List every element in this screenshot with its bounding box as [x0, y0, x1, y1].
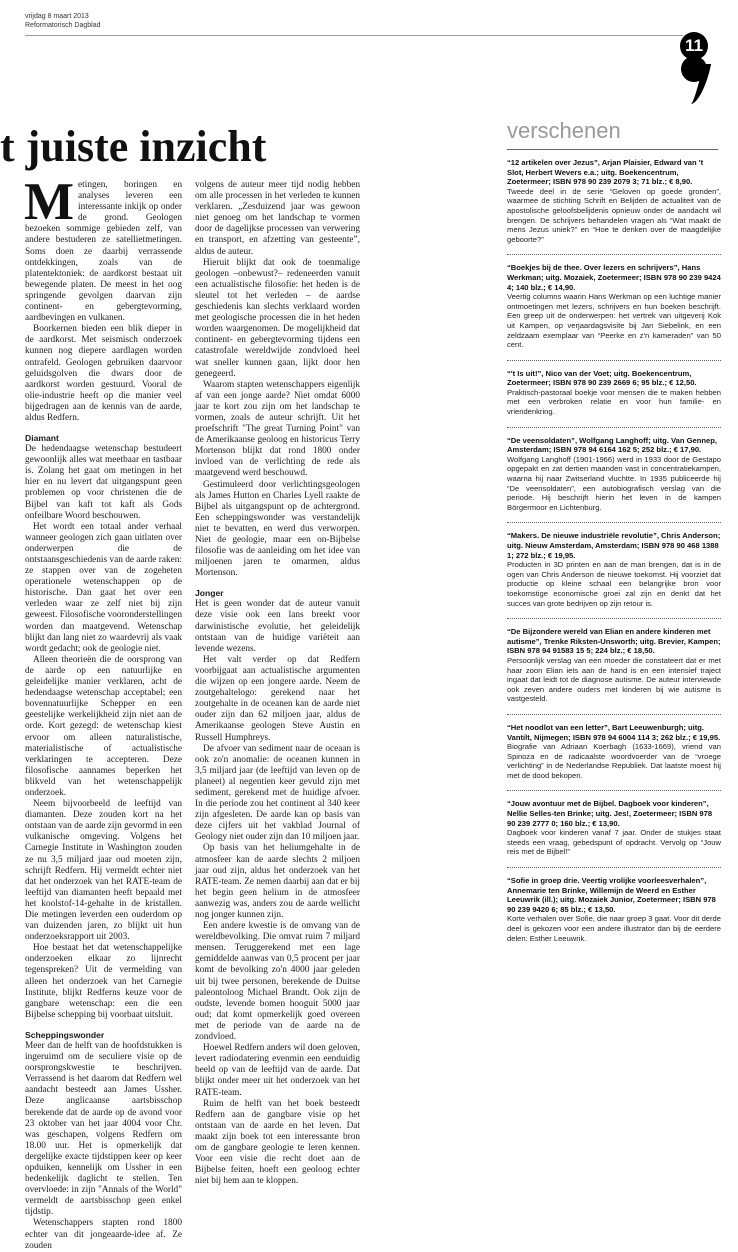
book-entry — [507, 723, 721, 781]
article-column-2 — [195, 180, 360, 1187]
book-description: Veertig columns waarin Hans Werkman op een luchtige manier ontmoetingen met lezers, schrijvers en hun boeken beschrijft. Een greep uit de onderwerpen: het vertrek van uitgeverij Kok uit Kampen, op verjaardagsvisite bij Jan Siebelink, en een zeldzaam exemplaar van “Peerke en z'n kameraden” van 50 cent. — [507, 292, 721, 350]
drop-cap: M — [24, 173, 75, 231]
book-description: Persoonlijk verslag van een moeder die constateert dat er met haar zoon Elian iets aan de hand is en een intensief traject ingaat dat leidt tot de diagnose autisme. De auteur interviewde ook zeven andere ouders met kinderen bij wie autisme is vastgesteld. — [507, 655, 721, 704]
subheading-diamant: Diamant — [25, 433, 59, 444]
book-entry — [507, 263, 721, 349]
article-paragraph: Neem bijvoorbeeld de leeftijd van diamanten. Deze zouden kort na het ontstaan van de aarde zijn gevormd in een vulkanische omgeving. Volgens het Carnegie Institute in Washington zouden ze nu 3,5 miljard jaar oud moeten zijn, schrijft Redfern. Hij vermeldt echter niet dat het onderzoek van het RATE-team de leeftijd van diamanten heeft bepaald met het koolstof-14-gehalte in de kristallen. Die metingen leverden een ouderdom op van duizenden jaren, zo blijkt uit hun onderzoeksrapport uit 2003. — [25, 799, 182, 943]
article-paragraph: Meer dan de helft van de hoofdstukken is ingeruimd om de seculiere visie op de oorsprongskwestie te beschrijven. Verrassend is het daarom dat Redfern wel aandacht besteedt aan James Ussher. Deze anglicaanse aartsbisschop berekende dat de aarde op de avond voor 23 oktober van het jaar 4004 voor Chr. was geschapen, volgens Redfern om 18.00 uur. Het is opmerkelijk dat dergelijke exacte tijdstippen keer op keer opduiken, kennelijk om Ussher in een bedenkelijk daglicht te stellen. Ten overvloede: in zijn "Annals of the World" vermeldt de aartsbisschop geen enkel tijdstip. — [25, 1040, 182, 1218]
article-paragraph: Gestimuleerd door verlichtingsgeologen als James Hutton en Charles Lyell raakte de Bijbel als uitgangspunt op de achtergrond. Een scheppingswonder was verstandelijk niet te bevatten, en werd dus verworpen. Niet de geologie, maar een on-Bijbelse filosofie was de aanleiding om het idee van miljoenen jaren te omarmen, aldus Mortenson. — [195, 479, 360, 579]
sidebar-title: verschenen — [507, 118, 621, 143]
book-description: Dagboek voor kinderen vanaf 7 jaar. Onder de stukjes staat steeds een vraag, gebedspunt of opdracht. Vervolg op “Jouw reis met de Bijbel!” — [507, 828, 721, 857]
subheading-scheppingswonder: Scheppingswonder — [25, 1029, 105, 1040]
book-entry — [507, 799, 721, 857]
subheading-jonger: Jonger — [195, 588, 224, 599]
book-title: “Jouw avontuur met de Bijbel. Dagboek voor kinderen”, Nellie Selles-ten Brinke; uitg. Jes!, Zoetermeer; ISBN 978 90 239 2777 0; 160 blz.; € 13,90. — [507, 799, 713, 828]
newspaper-name: Reformatorisch Dagblad — [25, 22, 101, 29]
article-paragraph: Alleen theorieën die de oorsprong van de aarde op een natuurlijke en geleidelijke manier verklaren, acht de hedendaagse wetenschap acceptabel; een bovennatuurlijke Schepper en een geestelijke werkelijkheid zijn niet aan de orde. Kort gezegd: de wetenschap kiest ervoor om alleen naturalistische, materialistische of actualistische verklaringen te accepteren. Deze filosofische aannames beperken het blikveld van het wetenschappelijk onderzoek. — [25, 654, 182, 798]
book-entry — [507, 531, 721, 608]
article-paragraph: Het valt verder op dat Redfern voorbijgaat aan actualistische argumenten die wijzen op een jongere aarde. Neem de zoutgehaltelogo: gerekend naar het zoutgehalte in de oceanen kan de aarde niet ouder zijn dan 62 miljoen jaar, aldus de Amerikaanse geologen Steve Austin en Russell Humphreys. — [195, 654, 360, 743]
book-title: “Makers. De nieuwe industriële revolutie”, Chris Anderson; uitg. Nieuw Amsterdam, Amsterdam; ISBN 978 90 468 1388 1; 272 blz.; € 19,95. — [507, 531, 721, 560]
issue-date: vrijdag 8 maart 2013 — [25, 13, 89, 20]
article-paragraph: Wetenschappers stapten rond 1800 echter van dit jongeaarde-idee af. Ze zouden — [25, 1218, 182, 1251]
dotted-divider — [507, 254, 721, 255]
dotted-divider — [507, 360, 721, 361]
comma-logo-icon — [681, 50, 707, 105]
article-paragraph: Hoewel Redfern anders wil doen geloven, levert radiodatering evenmin een eenduidig beeld op van de leeftijd van de aarde. Dat blijkt onder meer uit het onderzoek van het RATE-team. — [195, 1043, 360, 1098]
article-intro: Metingen, boringen en analyses leveren een interessante inkijk op onder de grond. Geologen bezoeken sommige gebieden zelf, van andere bestuderen ze satellietmetingen. Soms doen ze daarbij verrassende ontdekkingen, zoals van de platentektoniek: de aardkorst bestaat uit bewegende platen. De meest in het oog springende gevolgen daarvan zijn continent- en gebergtevorming, aardbevingen en vulkanen. — [24, 173, 182, 324]
book-title: “De Bijzondere wereld van Elian en andere kinderen met autisme”, Trenke Riksten-Unsworth; uitg. Brevier, Kampen; ISBN 978 94 91583 15 5; 224 blz.; € 18,50. — [507, 627, 721, 656]
article-paragraph: volgens de auteur meer tijd nodig hebben om alle processen in het verleden te kunnen verklaren. „Zesduizend jaar was gewoon niet genoeg om het landschap te vormen door de dagelijkse processen van verwering en transport, en afzetting van gesteente”, aldus de auteur. — [195, 180, 360, 257]
article-paragraph: Op basis van het heliumgehalte in de atmosfeer kan de aarde slechts 2 miljoen jaar oud zijn, aldus het onderzoek van het RATE-team. Ze nemen daarbij aan dat er bij het begin geen helium in de atmosfeer aanwezig was, anders zou de aarde wellicht nog jonger kunnen zijn. — [195, 843, 360, 920]
article-paragraph: Hieruit blijkt dat ook de toenmalige geologen –onbewust?– redeneerden vanuit een actualistische filosofie: het heden is de sleutel tot het verleden – de aardse geschiedenis kan slechts verklaard worden met geologische processen die in het heden worden waargenomen. De mogelijkheid dat continent- en gebergtevorming tijdens een catastrofale wereldwijde zondvloed heel wat sneller kunnen gaan, lijkt door hen genegeerd. — [195, 257, 360, 379]
article-paragraph: Het wordt een totaal ander verhaal wanneer geologen zich gaan uitlaten over onderwerpen die de ontstaansgeschiedenis van de aarde raken: ze stappen over van de zogeheten operationele wetenschappen op de historische. Dan gaat het over een verleden waar ze zelf niet bij zijn geweest. Filosofische vooronderstellingen worden dan maatgevend. Wetenschap blijkt dan lang niet zo waardevrij als vaak wordt gedacht; ook de geologie niet. — [25, 521, 182, 654]
article-column-1 — [24, 173, 182, 1251]
book-title: “Sofie in groep drie. Veertig vrolijke voorleesverhalen”, Annemarie ten Brinke, Willemijn de Weerd en Esther Leeuwrik (ill.); uitg. Mozaiek Junior, Zoetermeer; ISBN 978 90 239 9420 6; 85 blz.; € 13,50. — [507, 876, 716, 914]
book-description: Wolfgang Langhoff (1901-1966) werd in 1933 door de Gestapo opgepakt en zat dertien maanden vast in concentratiekampen, waarna hij naar Zwitserland vluchtte. In 1935 publiceerde hij “De veensoldaten”, een autobiografisch verslag van die periode. Hij beschrijft hierin het leven in de kampen Börgermoor en Lichtenburg. — [507, 454, 721, 512]
book-entry — [507, 876, 721, 943]
article-paragraph: Ruim de helft van het boek besteedt Redfern aan de gangbare visie op het ontstaan van de aarde en het leven. Dat maakt zijn boek tot een interessante bron om de gangbare geologie te leren kennen. Voor een visie die recht doet aan de Bijbelse feiten, hoeft een geoloog echter niet bij hem aan te kloppen. — [195, 1098, 360, 1187]
book-list — [507, 158, 721, 1063]
article-paragraph: De hedendaagse wetenschap bestudeert gewoonlijk alles wat meetbaar en tastbaar is. Zolang het gaat om metingen in het hier en nu levert dat uitgangspunt geen problemen op voor christenen die de Bijbel van kaft tot kaft als Gods onfeilbare Woord beschouwen. — [25, 444, 182, 521]
dotted-divider — [507, 618, 721, 619]
dotted-divider — [507, 867, 721, 868]
dotted-divider — [507, 790, 721, 791]
article-paragraph: Waarom stapten wetenschappers eigenlijk af van een jonge aarde? Niet omdat 6000 jaar te kort zou zijn om het landschap te vormen, zoals de auteur schrijft. Uit het proefschrift "The great Turning Point" van de Amerikaanse geoloog en historicus Terry Mortenson blijkt dat rond 1800 onder invloed van de verlichting de rede als maatgevend werd beschouwd. — [195, 379, 360, 479]
book-description: Tweede deel in de serie “Geloven op goede gronden”, waarmee de stichting Schrift en Belijden de actualiteit van de apostolische geloofsbelijdenis opnieuw onder de aandacht wil brengen. De schrijvers behandelen vragen als “Wat maakt de mens Jezus uniek?” en “Hoe te denken over de maagdelijke geboorte?” — [507, 186, 721, 244]
page-header — [25, 12, 100, 30]
article-paragraph: Boorkernen bieden een blik dieper in de aardkorst. Met seismisch onderzoek kunnen nog diepere aardlagen worden ontrafeld. Geologen gebruiken daarvoor geluidsgolven die dwars door de aardkorst worden gestuurd. Vooral de olie-industrie heeft op die manier veel bijgedragen aan de kennis van de aarde, aldus Redfern. — [25, 324, 182, 423]
book-entry — [507, 369, 721, 417]
book-entry — [507, 158, 721, 244]
book-description: Praktisch-pastoraal boekje voor mensen die te maken hebben met een verbroken relatie en voor hun familie- en vriendenkring. — [507, 387, 721, 417]
page-number-badge: 11 — [680, 32, 708, 60]
book-entry — [507, 436, 721, 513]
book-entry — [507, 627, 721, 704]
dotted-divider — [507, 714, 721, 715]
book-description: Korte verhalen over Sofie, die naar groep 3 gaat. Voor dit derde deel is gekozen voor een andere illustrator dan bij de eerdere delen: Esther Leeuwrik. — [507, 914, 721, 943]
book-title: “Het noodlot van een letter”, Bart Leeuwenburgh; uitg. Vantilt, Nijmegen; ISBN 978 94 6004 114 3; 262 blz.; € 19,95. — [507, 722, 721, 742]
book-description: Biografie van Adriaan Koerbagh (1633-1669), vriend van Spinoza en de radicaalste woordvoerder van de “vroege verlichting” in de Nederlandse Republiek. Dat laatste moest hij met de dood bekopen. — [507, 742, 721, 780]
dotted-divider — [507, 427, 721, 428]
header-divider — [25, 35, 683, 36]
article-paragraph: Een andere kwestie is de omvang van de wereldbevolking. Die omvat ruim 7 miljard mensen. Teruggerekend met een lage gemiddelde aanwas van 0,5 procent per jaar komt de bevolking zo'n 4000 jaar geleden uit bij twee personen, berekende de Duitse paleontoloog Michael Brandt. Ook zijn de oudste, levende bomen hooguit 5000 jaar oud; dat komt opmerkelijk goed overeen met de periode van de aarde na de zondvloed. — [195, 921, 360, 1043]
book-description: Producten in 3D printen en aan de man brengen, dat is in de ogen van Chris Anderson de nieuwe toekomst. Hij voorziet dat productie op kleine schaal een belangrijke bron voor toekomstige economische groei zal zijn en denkt dat het succes van grote bedrijven op zijn retour is. — [507, 560, 721, 608]
book-title: “Boekjes bij de thee. Over lezers en schrijvers”, Hans Werkman; uitg. Mozaiek, Zoetermeer; ISBN 978 90 239 9424 4; 140 blz.; € 14,90. — [507, 263, 721, 292]
dotted-divider — [507, 522, 721, 523]
book-title: “12 artikelen over Jezus”, Arjan Plaisier, Edward van 't Slot, Herbert Wevers e.a.; uitg. Boekencentrum, Zoetermeer; ISBN 978 90 239 2079 3; 71 blz.; € 8,90. — [507, 158, 704, 187]
article-headline: t juiste inzicht — [0, 122, 267, 171]
article-paragraph: Hoe bestaat het dat wetenschappelijke onderzoeken elkaar zo lijnrecht tegenspreken? Uit de vermelding van alleen het onderzoek van het Carnegie Institute, blijkt Redferns keuze voor de gangbare wetenschap: een die een Bijbelse schepping bij voorbaat uitsluit. — [25, 943, 182, 1020]
article-paragraph: De afvoer van sediment naar de oceaan is ook zo'n anomalie: de oceanen kunnen in 3,5 miljard jaar (de leeftijd van leven op de planeet) al negentien keer gevuld zijn met sediment, gerekend met de huidige afvoer. In die periode zou het continent al 340 keer zijn afgesleten. De aarde kan op basis van deze cijfers uit het vakblad Journal of Geology niet ouder zijn dan 10 miljoen jaar. — [195, 743, 360, 843]
book-title: “'t Is uit!”, Nico van der Voet; uitg. Boekencentrum, Zoetermeer; ISBN 978 90 239 2669 6; 95 blz.; € 12,50. — [507, 368, 697, 388]
article-paragraph: Het is geen wonder dat de auteur vanuit deze visie ook een lans breekt voor darwinistische evolutie, het geleidelijk ontstaan van de huidige variëteit aan levende wezens. — [195, 599, 360, 654]
sidebar-title-rule — [507, 149, 718, 150]
book-title: “De veensoldaten”, Wolfgang Langhoff; uitg. Van Gennep, Amsterdam; ISBN 978 94 6164 162 5; 252 blz.; € 17,90. — [507, 435, 717, 455]
